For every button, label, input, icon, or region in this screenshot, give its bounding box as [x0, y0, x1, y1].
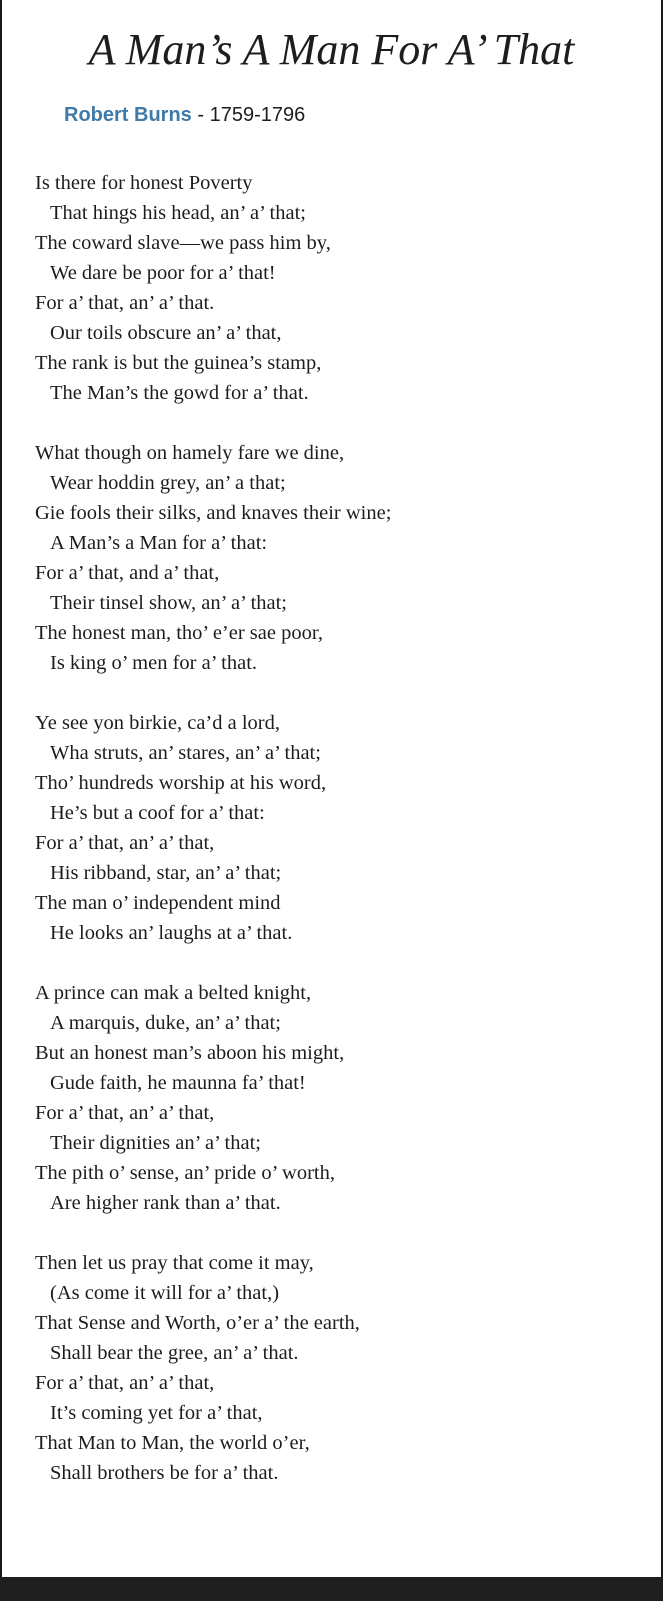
poem-line: That Man to Man, the world o’er, [35, 1432, 310, 1454]
poem-title: A Man’s A Man For A’ That [88, 25, 575, 74]
poem-line: He looks an’ laughs at a’ that. [50, 922, 293, 944]
poem-line: What though on hamely fare we dine, [35, 442, 345, 464]
poem-line: Ye see yon birkie, ca’d a lord, [35, 712, 280, 734]
poem-line: A marquis, duke, an’ a’ that; [50, 1012, 281, 1034]
poem-line: For a’ that, an’ a’ that, [35, 832, 215, 854]
poem-line: Shall bear the gree, an’ a’ that. [50, 1342, 299, 1364]
poem-line: It’s coming yet for a’ that, [50, 1402, 263, 1424]
author-dates: 1759-1796 [209, 104, 306, 126]
poem-line: For a’ that, an’ a’ that. [35, 292, 215, 314]
poem-line: Their dignities an’ a’ that; [50, 1132, 261, 1154]
poem-line: A prince can mak a belted knight, [35, 982, 312, 1004]
poem-line: A Man’s a Man for a’ that: [50, 532, 268, 554]
poem-line: But an honest man’s aboon his might, [35, 1042, 345, 1064]
stanza [35, 168, 645, 408]
poem-line: The rank is but the guinea’s stamp, [35, 352, 322, 374]
poem-line: Is there for honest Poverty [35, 172, 253, 194]
poem-line: The coward slave—we pass him by, [35, 232, 331, 254]
poem-line: Is king o’ men for a’ that. [50, 652, 258, 674]
poem-line: (As come it will for a’ that,) [50, 1282, 280, 1304]
poem-line: Gie fools their silks, and knaves their wine; [35, 502, 392, 524]
poem-line: That Sense and Worth, o’er a’ the earth, [35, 1312, 360, 1334]
stanza [35, 438, 645, 678]
poem-line: For a’ that, an’ a’ that, [35, 1102, 215, 1124]
poem-line: We dare be poor for a’ that! [50, 262, 276, 284]
poem-line: Tho’ hundreds worship at his word, [35, 772, 327, 794]
poem-line: For a’ that, and a’ that, [35, 562, 220, 584]
poem-line: Are higher rank than a’ that. [50, 1192, 281, 1214]
author-link[interactable]: Robert Burns [64, 104, 192, 126]
poem-body [35, 168, 645, 1518]
poem-line: His ribband, star, an’ a’ that; [50, 862, 282, 884]
poem-line: The Man’s the gowd for a’ that. [50, 382, 309, 404]
bottom-bar [0, 1577, 663, 1601]
poem-line: Wear hoddin grey, an’ a that; [50, 472, 286, 494]
byline-separator: - [191, 104, 210, 126]
poem-line: Our toils obscure an’ a’ that, [50, 322, 282, 344]
poem-line: Wha struts, an’ stares, an’ a’ that; [50, 742, 321, 764]
stanza [35, 978, 645, 1218]
byline [64, 102, 305, 128]
poem-line: Then let us pray that come it may, [35, 1252, 314, 1274]
poem-line: For a’ that, an’ a’ that, [35, 1372, 215, 1394]
poem-line: Their tinsel show, an’ a’ that; [50, 592, 288, 614]
poem-line: That hings his head, an’ a’ that; [50, 202, 306, 224]
poem-line: Shall brothers be for a’ that. [50, 1462, 279, 1484]
poem-line: He’s but a coof for a’ that: [50, 802, 265, 824]
poem-line: Gude faith, he maunna fa’ that! [50, 1072, 306, 1094]
poem-line: The man o’ independent mind [35, 892, 281, 914]
stanza [35, 708, 645, 948]
poem-line: The honest man, tho’ e’er sae poor, [35, 622, 323, 644]
left-border [0, 0, 2, 1577]
poem-line: The pith o’ sense, an’ pride o’ worth, [35, 1162, 336, 1184]
stanza [35, 1248, 645, 1488]
